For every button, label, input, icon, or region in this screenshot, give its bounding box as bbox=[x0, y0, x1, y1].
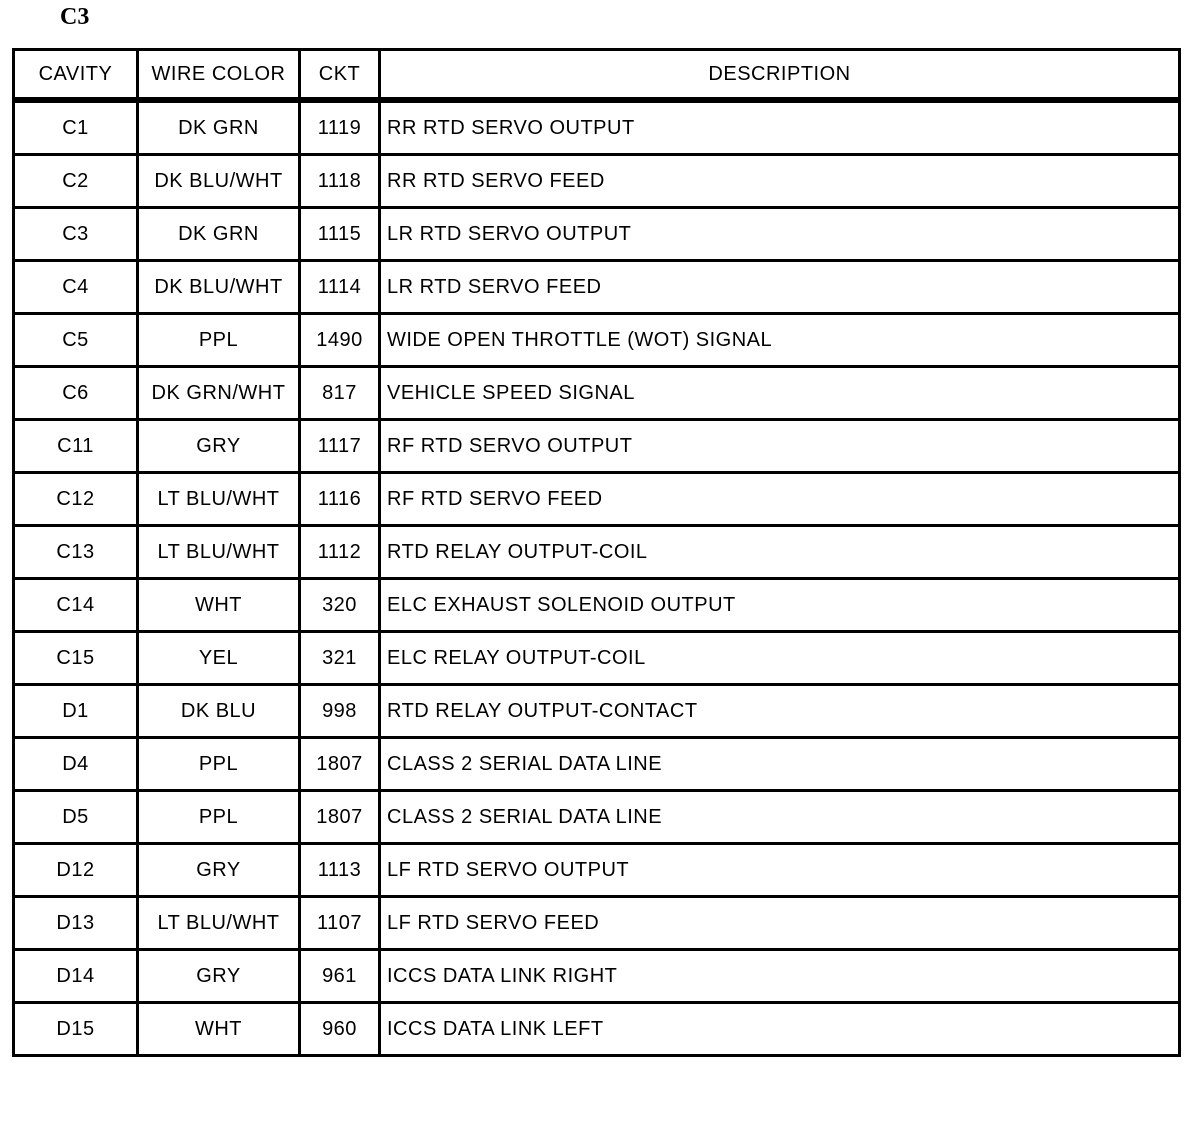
description-cell: RTD RELAY OUTPUT-CONTACT bbox=[380, 685, 1180, 738]
cavity-cell: C13 bbox=[14, 526, 138, 579]
cavity-cell: C4 bbox=[14, 261, 138, 314]
description-cell: ICCS DATA LINK LEFT bbox=[380, 1003, 1180, 1056]
table-row bbox=[14, 155, 1180, 208]
table-row bbox=[14, 685, 1180, 738]
wire-color-cell: DK BLU/WHT bbox=[138, 261, 300, 314]
wire-color-cell: DK GRN bbox=[138, 208, 300, 261]
ckt-cell: 1112 bbox=[300, 526, 380, 579]
description-cell: LR RTD SERVO OUTPUT bbox=[380, 208, 1180, 261]
table-row bbox=[14, 632, 1180, 685]
wire-color-cell: GRY bbox=[138, 420, 300, 473]
table-header bbox=[14, 50, 1180, 101]
wire-color-cell: DK GRN bbox=[138, 100, 300, 155]
cavity-cell: C15 bbox=[14, 632, 138, 685]
table-row bbox=[14, 314, 1180, 367]
table-row bbox=[14, 420, 1180, 473]
ckt-cell: 960 bbox=[300, 1003, 380, 1056]
wire-color-cell: PPL bbox=[138, 791, 300, 844]
description-cell: WIDE OPEN THROTTLE (WOT) SIGNAL bbox=[380, 314, 1180, 367]
table-row bbox=[14, 208, 1180, 261]
description-cell: CLASS 2 SERIAL DATA LINE bbox=[380, 738, 1180, 791]
header-row bbox=[14, 50, 1180, 101]
cavity-cell: C5 bbox=[14, 314, 138, 367]
ckt-cell: 1807 bbox=[300, 791, 380, 844]
description-cell: VEHICLE SPEED SIGNAL bbox=[380, 367, 1180, 420]
wire-color-cell: GRY bbox=[138, 950, 300, 1003]
ckt-cell: 1490 bbox=[300, 314, 380, 367]
table-row bbox=[14, 579, 1180, 632]
ckt-cell: 1113 bbox=[300, 844, 380, 897]
header-wire-color: WIRE COLOR bbox=[138, 50, 300, 101]
wire-color-cell: YEL bbox=[138, 632, 300, 685]
ckt-cell: 817 bbox=[300, 367, 380, 420]
table-row bbox=[14, 738, 1180, 791]
cavity-cell: C12 bbox=[14, 473, 138, 526]
ckt-cell: 1115 bbox=[300, 208, 380, 261]
description-cell: ICCS DATA LINK RIGHT bbox=[380, 950, 1180, 1003]
description-cell: RR RTD SERVO FEED bbox=[380, 155, 1180, 208]
cavity-cell: D13 bbox=[14, 897, 138, 950]
table-row bbox=[14, 473, 1180, 526]
cavity-cell: D5 bbox=[14, 791, 138, 844]
cavity-cell: C1 bbox=[14, 100, 138, 155]
cavity-cell: C6 bbox=[14, 367, 138, 420]
ckt-cell: 1114 bbox=[300, 261, 380, 314]
description-cell: RTD RELAY OUTPUT-COIL bbox=[380, 526, 1180, 579]
wire-color-cell: PPL bbox=[138, 314, 300, 367]
cavity-cell: D12 bbox=[14, 844, 138, 897]
ckt-cell: 961 bbox=[300, 950, 380, 1003]
description-cell: CLASS 2 SERIAL DATA LINE bbox=[380, 791, 1180, 844]
description-cell: LR RTD SERVO FEED bbox=[380, 261, 1180, 314]
description-cell: RF RTD SERVO OUTPUT bbox=[380, 420, 1180, 473]
pinout-table bbox=[12, 48, 1181, 1057]
table-row bbox=[14, 950, 1180, 1003]
description-cell: LF RTD SERVO OUTPUT bbox=[380, 844, 1180, 897]
wire-color-cell: DK BLU bbox=[138, 685, 300, 738]
header-description: DESCRIPTION bbox=[380, 50, 1180, 101]
ckt-cell: 1119 bbox=[300, 100, 380, 155]
wire-color-cell: WHT bbox=[138, 579, 300, 632]
table-row bbox=[14, 791, 1180, 844]
table-row bbox=[14, 367, 1180, 420]
table-row bbox=[14, 100, 1180, 155]
cavity-cell: C3 bbox=[14, 208, 138, 261]
wire-color-cell: DK GRN/WHT bbox=[138, 367, 300, 420]
cavity-cell: D1 bbox=[14, 685, 138, 738]
table-row bbox=[14, 261, 1180, 314]
wire-color-cell: PPL bbox=[138, 738, 300, 791]
cavity-cell: D14 bbox=[14, 950, 138, 1003]
description-cell: RF RTD SERVO FEED bbox=[380, 473, 1180, 526]
ckt-cell: 1807 bbox=[300, 738, 380, 791]
ckt-cell: 1117 bbox=[300, 420, 380, 473]
ckt-cell: 1107 bbox=[300, 897, 380, 950]
ckt-cell: 320 bbox=[300, 579, 380, 632]
ckt-cell: 998 bbox=[300, 685, 380, 738]
table-body bbox=[14, 100, 1180, 1056]
description-cell: ELC RELAY OUTPUT-COIL bbox=[380, 632, 1180, 685]
table-row bbox=[14, 844, 1180, 897]
ckt-cell: 1118 bbox=[300, 155, 380, 208]
cavity-cell: D15 bbox=[14, 1003, 138, 1056]
wire-color-cell: LT BLU/WHT bbox=[138, 473, 300, 526]
wire-color-cell: DK BLU/WHT bbox=[138, 155, 300, 208]
description-cell: LF RTD SERVO FEED bbox=[380, 897, 1180, 950]
table-row bbox=[14, 897, 1180, 950]
wire-color-cell: LT BLU/WHT bbox=[138, 897, 300, 950]
description-cell: ELC EXHAUST SOLENOID OUTPUT bbox=[380, 579, 1180, 632]
table-row bbox=[14, 1003, 1180, 1056]
cavity-cell: C14 bbox=[14, 579, 138, 632]
wire-color-cell: LT BLU/WHT bbox=[138, 526, 300, 579]
ckt-cell: 1116 bbox=[300, 473, 380, 526]
cavity-cell: C2 bbox=[14, 155, 138, 208]
header-cavity: CAVITY bbox=[14, 50, 138, 101]
description-cell: RR RTD SERVO OUTPUT bbox=[380, 100, 1180, 155]
cavity-cell: C11 bbox=[14, 420, 138, 473]
wire-color-cell: GRY bbox=[138, 844, 300, 897]
connector-title: C3 bbox=[60, 4, 90, 30]
wire-color-cell: WHT bbox=[138, 1003, 300, 1056]
table-row bbox=[14, 526, 1180, 579]
header-ckt: CKT bbox=[300, 50, 380, 101]
ckt-cell: 321 bbox=[300, 632, 380, 685]
cavity-cell: D4 bbox=[14, 738, 138, 791]
